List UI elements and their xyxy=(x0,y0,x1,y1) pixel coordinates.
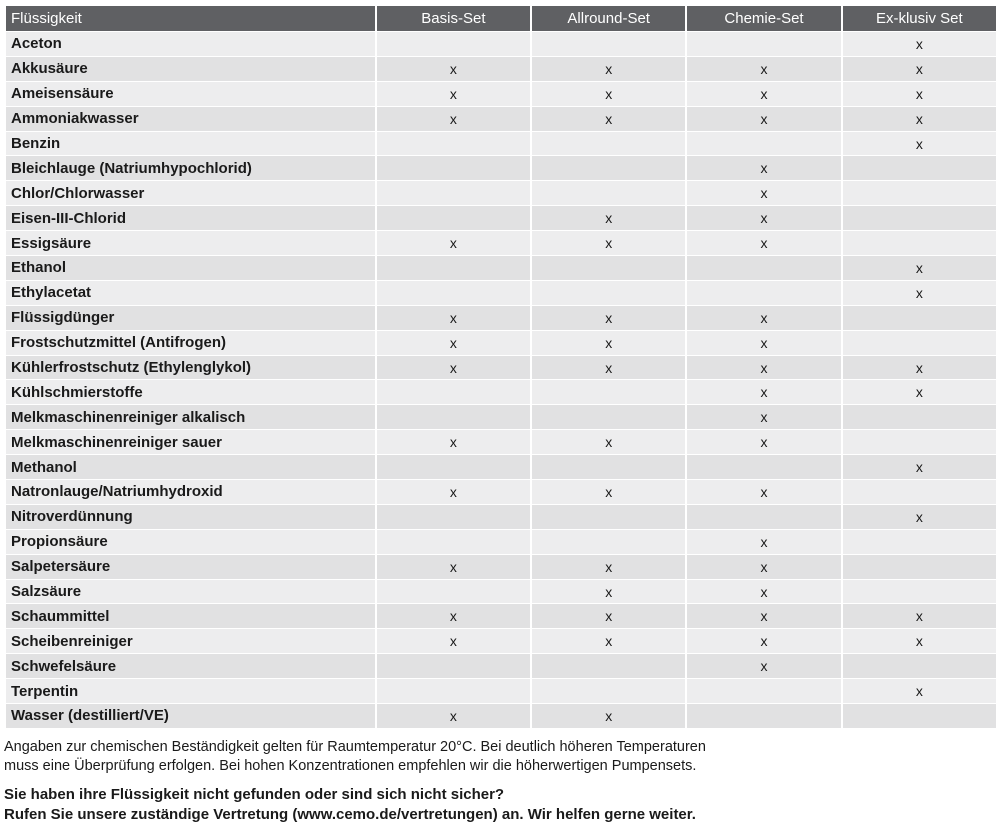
liquid-name: Wasser (destilliert/VE) xyxy=(6,704,375,728)
mark-exklusiv-set: x xyxy=(843,132,996,156)
mark-basis-set: x xyxy=(377,82,530,106)
mark-basis-set xyxy=(377,206,530,230)
mark-chemie-set: x xyxy=(687,107,840,131)
header-liquid: Flüssigkeit xyxy=(6,6,375,31)
mark-chemie-set: x xyxy=(687,231,840,255)
table-row xyxy=(6,704,996,728)
table-row xyxy=(6,331,996,355)
mark-allround-set: x xyxy=(532,704,685,728)
mark-exklusiv-set xyxy=(843,530,996,554)
table-row xyxy=(6,181,996,205)
mark-chemie-set: x xyxy=(687,82,840,106)
liquid-name: Ameisensäure xyxy=(6,82,375,106)
mark-allround-set: x xyxy=(532,356,685,380)
mark-exklusiv-set: x xyxy=(843,32,996,56)
mark-basis-set: x xyxy=(377,107,530,131)
table-row xyxy=(6,32,996,56)
mark-chemie-set: x xyxy=(687,580,840,604)
mark-basis-set xyxy=(377,32,530,56)
table-row xyxy=(6,281,996,305)
mark-allround-set: x xyxy=(532,206,685,230)
mark-chemie-set: x xyxy=(687,156,840,180)
liquid-name: Salzsäure xyxy=(6,580,375,604)
mark-exklusiv-set: x xyxy=(843,256,996,280)
mark-basis-set xyxy=(377,505,530,529)
liquid-name: Chlor/Chlorwasser xyxy=(6,181,375,205)
mark-chemie-set xyxy=(687,256,840,280)
table-row xyxy=(6,530,996,554)
mark-chemie-set: x xyxy=(687,57,840,81)
liquid-name: Scheibenreiniger xyxy=(6,629,375,653)
note-line-2: muss eine Überprüfung erfolgen. Bei hohen Konzentrationen empfehlen wir die höherwertigen Pumpensets. xyxy=(4,758,697,774)
cta-line-2: Rufen Sie unsere zuständige Vertretung (www.cemo.de/vertretungen) an. Wir helfen gerne weiter. xyxy=(4,806,696,823)
mark-exklusiv-set: x xyxy=(843,679,996,703)
mark-exklusiv-set xyxy=(843,555,996,579)
table-row xyxy=(6,580,996,604)
mark-chemie-set: x xyxy=(687,380,840,404)
mark-chemie-set: x xyxy=(687,405,840,429)
mark-allround-set xyxy=(532,256,685,280)
table-row xyxy=(6,629,996,653)
mark-basis-set xyxy=(377,580,530,604)
table-row xyxy=(6,57,996,81)
mark-basis-set xyxy=(377,405,530,429)
table-row xyxy=(6,256,996,280)
liquid-name: Bleichlauge (Natriumhypochlorid) xyxy=(6,156,375,180)
mark-chemie-set xyxy=(687,505,840,529)
mark-allround-set: x xyxy=(532,580,685,604)
liquid-name: Eisen-III-Chlorid xyxy=(6,206,375,230)
mark-allround-set: x xyxy=(532,331,685,355)
liquid-name: Melkmaschinenreiniger sauer xyxy=(6,430,375,454)
mark-exklusiv-set xyxy=(843,306,996,330)
contact-callout xyxy=(4,785,994,825)
liquid-name: Ethanol xyxy=(6,256,375,280)
liquid-name: Kühlschmierstoffe xyxy=(6,380,375,404)
mark-allround-set xyxy=(532,181,685,205)
table-row xyxy=(6,231,996,255)
mark-chemie-set: x xyxy=(687,356,840,380)
mark-exklusiv-set xyxy=(843,405,996,429)
mark-allround-set xyxy=(532,505,685,529)
liquid-name: Akkusäure xyxy=(6,57,375,81)
liquid-name: Terpentin xyxy=(6,679,375,703)
table-row xyxy=(6,306,996,330)
mark-basis-set: x xyxy=(377,306,530,330)
mark-chemie-set xyxy=(687,455,840,479)
mark-allround-set: x xyxy=(532,231,685,255)
mark-chemie-set: x xyxy=(687,654,840,678)
mark-chemie-set: x xyxy=(687,306,840,330)
liquid-name: Essigsäure xyxy=(6,231,375,255)
table-row xyxy=(6,380,996,404)
mark-exklusiv-set: x xyxy=(843,281,996,305)
mark-exklusiv-set xyxy=(843,430,996,454)
liquid-name: Propionsäure xyxy=(6,530,375,554)
liquid-name: Benzin xyxy=(6,132,375,156)
liquid-name: Natronlauge/Natriumhydroxid xyxy=(6,480,375,504)
mark-chemie-set: x xyxy=(687,629,840,653)
header-exklusiv-set: Ex-klusiv Set xyxy=(843,6,996,31)
mark-allround-set xyxy=(532,156,685,180)
mark-allround-set xyxy=(532,405,685,429)
mark-allround-set: x xyxy=(532,306,685,330)
table-row xyxy=(6,679,996,703)
mark-chemie-set xyxy=(687,704,840,728)
mark-exklusiv-set: x xyxy=(843,107,996,131)
liquid-name: Flüssigdünger xyxy=(6,306,375,330)
mark-basis-set xyxy=(377,281,530,305)
table-header-row xyxy=(6,6,996,31)
mark-basis-set: x xyxy=(377,704,530,728)
liquid-name: Ammoniakwasser xyxy=(6,107,375,131)
table-row xyxy=(6,206,996,230)
mark-allround-set: x xyxy=(532,57,685,81)
table-row xyxy=(6,156,996,180)
liquid-name: Schaummittel xyxy=(6,604,375,628)
mark-basis-set xyxy=(377,455,530,479)
resistance-table xyxy=(4,5,998,729)
liquid-name: Melkmaschinenreiniger alkalisch xyxy=(6,405,375,429)
mark-exklusiv-set xyxy=(843,206,996,230)
mark-basis-set: x xyxy=(377,555,530,579)
table-row xyxy=(6,107,996,131)
mark-exklusiv-set: x xyxy=(843,82,996,106)
liquid-name: Kühlerfrostschutz (Ethylenglykol) xyxy=(6,356,375,380)
mark-exklusiv-set: x xyxy=(843,380,996,404)
liquid-name: Nitroverdünnung xyxy=(6,505,375,529)
table-row xyxy=(6,455,996,479)
mark-basis-set xyxy=(377,530,530,554)
table-row xyxy=(6,82,996,106)
mark-allround-set: x xyxy=(532,555,685,579)
liquid-name: Salpetersäure xyxy=(6,555,375,579)
mark-chemie-set: x xyxy=(687,530,840,554)
mark-allround-set: x xyxy=(532,430,685,454)
mark-chemie-set: x xyxy=(687,206,840,230)
mark-exklusiv-set xyxy=(843,231,996,255)
liquid-name: Frostschutzmittel (Antifrogen) xyxy=(6,331,375,355)
table-body xyxy=(6,32,996,728)
mark-basis-set xyxy=(377,156,530,180)
mark-basis-set: x xyxy=(377,57,530,81)
mark-allround-set: x xyxy=(532,480,685,504)
mark-allround-set: x xyxy=(532,629,685,653)
table-row xyxy=(6,132,996,156)
mark-exklusiv-set xyxy=(843,580,996,604)
mark-exklusiv-set xyxy=(843,331,996,355)
mark-basis-set xyxy=(377,181,530,205)
mark-exklusiv-set xyxy=(843,654,996,678)
table-row xyxy=(6,555,996,579)
table-row xyxy=(6,405,996,429)
mark-basis-set: x xyxy=(377,231,530,255)
mark-basis-set: x xyxy=(377,480,530,504)
mark-chemie-set: x xyxy=(687,555,840,579)
header-chemie-set: Chemie-Set xyxy=(687,6,840,31)
mark-allround-set: x xyxy=(532,604,685,628)
table-row xyxy=(6,505,996,529)
mark-basis-set xyxy=(377,132,530,156)
mark-exklusiv-set: x xyxy=(843,455,996,479)
mark-basis-set xyxy=(377,654,530,678)
mark-allround-set xyxy=(532,32,685,56)
mark-basis-set xyxy=(377,380,530,404)
mark-allround-set xyxy=(532,132,685,156)
mark-allround-set xyxy=(532,281,685,305)
mark-allround-set xyxy=(532,455,685,479)
table-row xyxy=(6,604,996,628)
mark-allround-set xyxy=(532,654,685,678)
mark-basis-set: x xyxy=(377,430,530,454)
header-basis-set: Basis-Set xyxy=(377,6,530,31)
note-line-1: Angaben zur chemischen Beständigkeit gelten für Raumtemperatur 20°C. Bei deutlich höheren Temperaturen xyxy=(4,739,706,755)
mark-allround-set xyxy=(532,380,685,404)
mark-chemie-set xyxy=(687,132,840,156)
mark-chemie-set: x xyxy=(687,181,840,205)
mark-allround-set: x xyxy=(532,82,685,106)
liquid-name: Methanol xyxy=(6,455,375,479)
liquid-name: Ethylacetat xyxy=(6,281,375,305)
table-row xyxy=(6,356,996,380)
temperature-note xyxy=(4,738,994,776)
mark-exklusiv-set xyxy=(843,156,996,180)
mark-exklusiv-set xyxy=(843,181,996,205)
mark-chemie-set: x xyxy=(687,430,840,454)
mark-chemie-set xyxy=(687,281,840,305)
header-allround-set: Allround-Set xyxy=(532,6,685,31)
mark-chemie-set: x xyxy=(687,604,840,628)
mark-chemie-set xyxy=(687,679,840,703)
mark-basis-set: x xyxy=(377,604,530,628)
table-row xyxy=(6,480,996,504)
table-row xyxy=(6,654,996,678)
cta-line-1: Sie haben ihre Flüssigkeit nicht gefunden oder sind sich nicht sicher? xyxy=(4,786,505,803)
mark-chemie-set xyxy=(687,32,840,56)
mark-exklusiv-set xyxy=(843,704,996,728)
mark-chemie-set: x xyxy=(687,331,840,355)
mark-exklusiv-set: x xyxy=(843,505,996,529)
liquid-name: Schwefelsäure xyxy=(6,654,375,678)
mark-exklusiv-set: x xyxy=(843,629,996,653)
mark-allround-set xyxy=(532,530,685,554)
mark-exklusiv-set: x xyxy=(843,57,996,81)
mark-basis-set xyxy=(377,679,530,703)
mark-exklusiv-set: x xyxy=(843,604,996,628)
mark-allround-set: x xyxy=(532,107,685,131)
mark-basis-set xyxy=(377,256,530,280)
mark-chemie-set: x xyxy=(687,480,840,504)
table-row xyxy=(6,430,996,454)
mark-allround-set xyxy=(532,679,685,703)
mark-basis-set: x xyxy=(377,629,530,653)
mark-basis-set: x xyxy=(377,356,530,380)
mark-exklusiv-set: x xyxy=(843,356,996,380)
liquid-name: Aceton xyxy=(6,32,375,56)
mark-exklusiv-set xyxy=(843,480,996,504)
mark-basis-set: x xyxy=(377,331,530,355)
